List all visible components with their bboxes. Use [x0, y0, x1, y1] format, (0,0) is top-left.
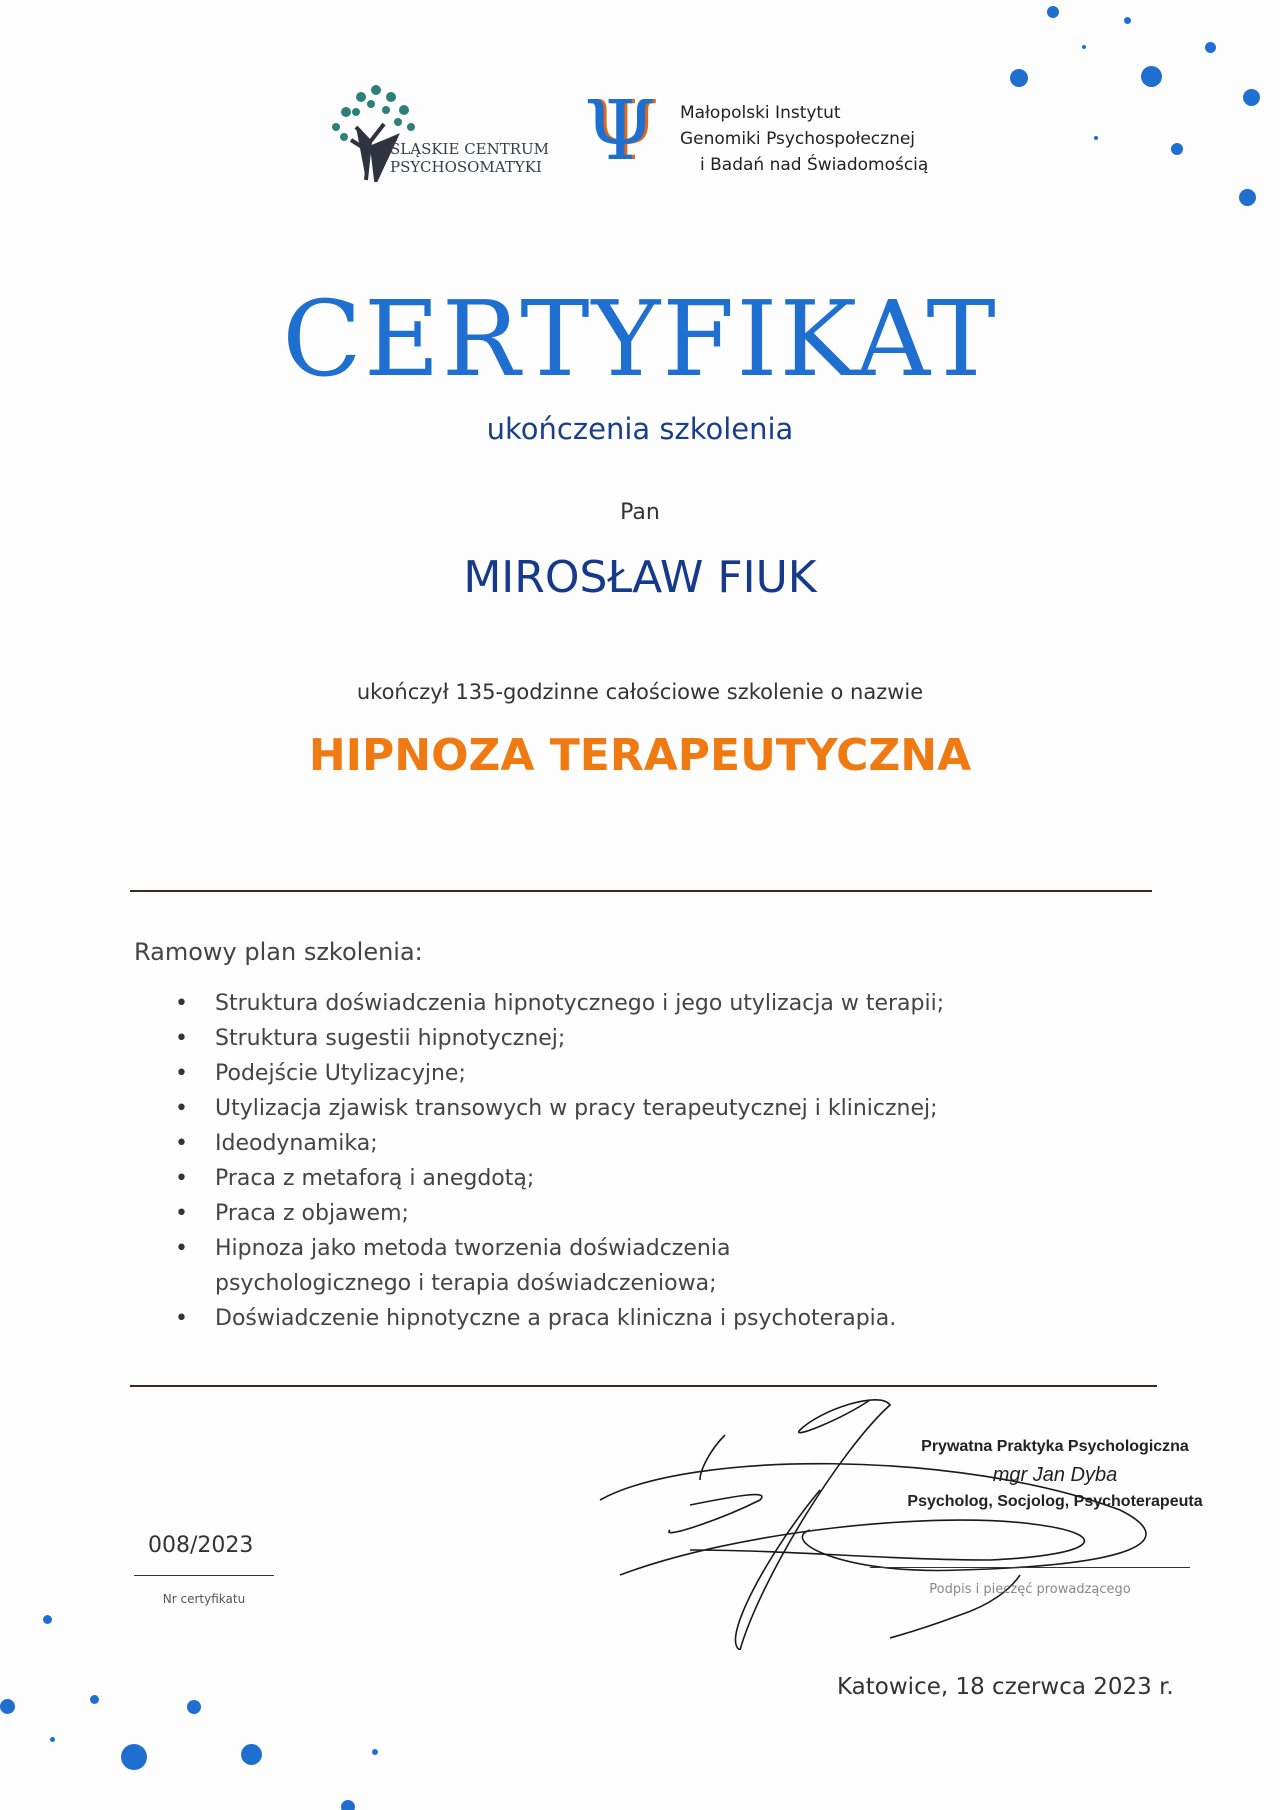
stamp-name: mgr Jan Dyba — [992, 1464, 1118, 1486]
divider-bottom — [130, 1385, 1157, 1387]
place-date: Katowice, 18 czerwca 2023 r. — [837, 1674, 1174, 1700]
logo-malopolski-instytut — [584, 84, 964, 186]
signature-caption: Podpis i pieczęć prowadzącego — [929, 1582, 1131, 1597]
salutation: Pan — [620, 500, 660, 525]
plan-item: • Struktura doświadczenia hipnotycznego i jego utylizacja w terapii; — [175, 986, 1075, 1021]
logo-left-line1: ŚLĄSKIE CENTRUM — [390, 140, 550, 158]
certificate-subtitle: ukończenia szkolenia — [486, 412, 794, 446]
logo-right-line1: Małopolski Instytut — [680, 103, 841, 123]
stamp-title: Psycholog, Socjolog, Psychoterapeuta — [907, 1493, 1203, 1510]
plan-item: • Praca z objawem; — [175, 1196, 1075, 1231]
certificate-number-label: Nr certyfikatu — [162, 1592, 246, 1606]
certificate-title: CERTYFIKAT — [282, 278, 998, 400]
logo-right-line3: i Badań nad Świadomością — [700, 155, 929, 175]
logo-left-line2: PSYCHOSOMATYKI — [390, 158, 542, 176]
signature-stamp — [905, 1438, 1205, 1511]
recipient-name: MIROSŁAW FIUK — [463, 552, 817, 603]
plan-item: • Struktura sugestii hipnotycznej; — [175, 1021, 1075, 1056]
plan-item: • Ideodynamika; — [175, 1126, 1075, 1161]
plan-item: • Utylizacja zjawisk transowych w pracy terapeutycznej i klinicznej; — [175, 1091, 1075, 1126]
certificate-number-line — [134, 1575, 274, 1576]
signature-line — [870, 1567, 1190, 1568]
plan-item: • Doświadczenie hipnotyczne a praca kliniczna i psychoterapia. — [175, 1301, 1075, 1336]
logo-right-line2: Genomiki Psychospołecznej — [680, 129, 916, 149]
course-name: HIPNOZA TERAPEUTYCZNA — [308, 730, 972, 781]
plan-item: • Praca z metaforą i anegdotą; — [175, 1161, 1075, 1196]
certificate-number: 008/2023 — [148, 1533, 254, 1558]
completion-text: ukończył 135-godzinne całościowe szkolenie o nazwie — [356, 680, 924, 704]
stamp-practice: Prywatna Praktyka Psychologiczna — [921, 1438, 1189, 1455]
plan-heading: Ramowy plan szkolenia: — [134, 938, 423, 966]
divider-top — [130, 890, 1152, 892]
handwritten-signature — [540, 1390, 1240, 1650]
logo-slaskie-centrum — [326, 82, 556, 182]
plan-item: • Podejście Utylizacyjne; — [175, 1056, 1075, 1091]
plan-list — [175, 986, 1075, 1336]
psi-symbol-icon: Ψ — [584, 84, 656, 179]
plan-item: • Hipnoza jako metoda tworzenia doświadczenia psychologicznego i terapia doświadczeniowa; — [175, 1231, 1075, 1301]
